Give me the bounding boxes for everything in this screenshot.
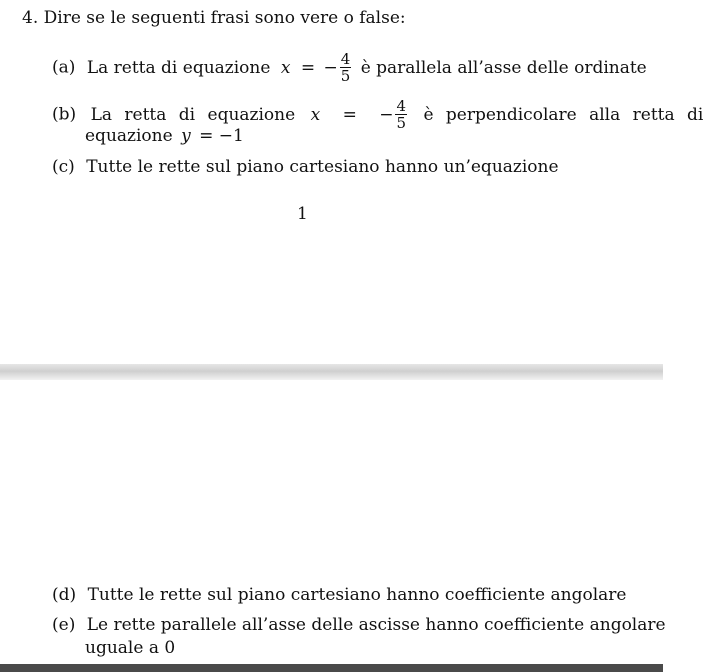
item-d-text: Tutte le rette sul piano cartesiano hanno coefficiente angolare — [87, 585, 627, 605]
item-e — [52, 615, 666, 635]
item-c-text: Tutte le rette sul piano cartesiano hanno un’equazione — [86, 157, 559, 177]
item-a-text-after: è parallela all’asse delle ordinate — [360, 57, 647, 78]
item-b-frac-den: 5 — [396, 114, 407, 132]
item-a-frac-den: 5 — [340, 67, 351, 85]
item-b-label: (b) — [52, 104, 77, 125]
bottom-bar — [0, 664, 663, 672]
item-b-fraction — [395, 99, 407, 131]
item-b-math-var: x — [310, 104, 321, 125]
item-a-frac-num: 4 — [340, 50, 351, 68]
item-b-line2-eq: = −1 — [199, 126, 244, 146]
item-e-label: (e) — [52, 615, 76, 635]
item-b-text-after: è perpendicolare alla retta di — [423, 104, 703, 125]
page-number: 1 — [297, 204, 308, 224]
item-b-math-minus: − — [379, 104, 394, 125]
item-b-line2-text: equazione — [85, 126, 173, 146]
item-c-label: (c) — [52, 157, 75, 177]
question-text: Dire se le seguenti frasi sono vere o false: — [43, 8, 406, 28]
item-b-line2-var: y — [181, 126, 191, 146]
item-c — [52, 157, 559, 177]
item-b-line2 — [85, 126, 244, 146]
item-b-text-before: La retta di equazione — [90, 104, 296, 125]
item-b-math-eq: = — [342, 104, 357, 125]
item-b-frac-num: 4 — [396, 97, 407, 115]
question-number: 4. — [22, 8, 39, 28]
item-a-math-eq: = — [300, 57, 316, 78]
item-a-fraction — [340, 52, 352, 84]
item-a-math-minus: − — [323, 57, 338, 78]
item-a-label: (a) — [52, 57, 76, 78]
item-e-text: Le rette parallele all’asse delle ascisse hanno coefficiente angolare — [86, 615, 666, 635]
question-header — [22, 8, 406, 28]
page-separator — [0, 364, 663, 380]
page-2 — [0, 380, 666, 664]
item-a — [52, 52, 647, 84]
item-a-math-var: x — [280, 57, 291, 78]
item-d — [52, 585, 626, 605]
item-e-line2: uguale a 0 — [85, 638, 176, 658]
item-a-text-before: La retta di equazione — [86, 57, 271, 78]
item-d-label: (d) — [52, 585, 77, 605]
